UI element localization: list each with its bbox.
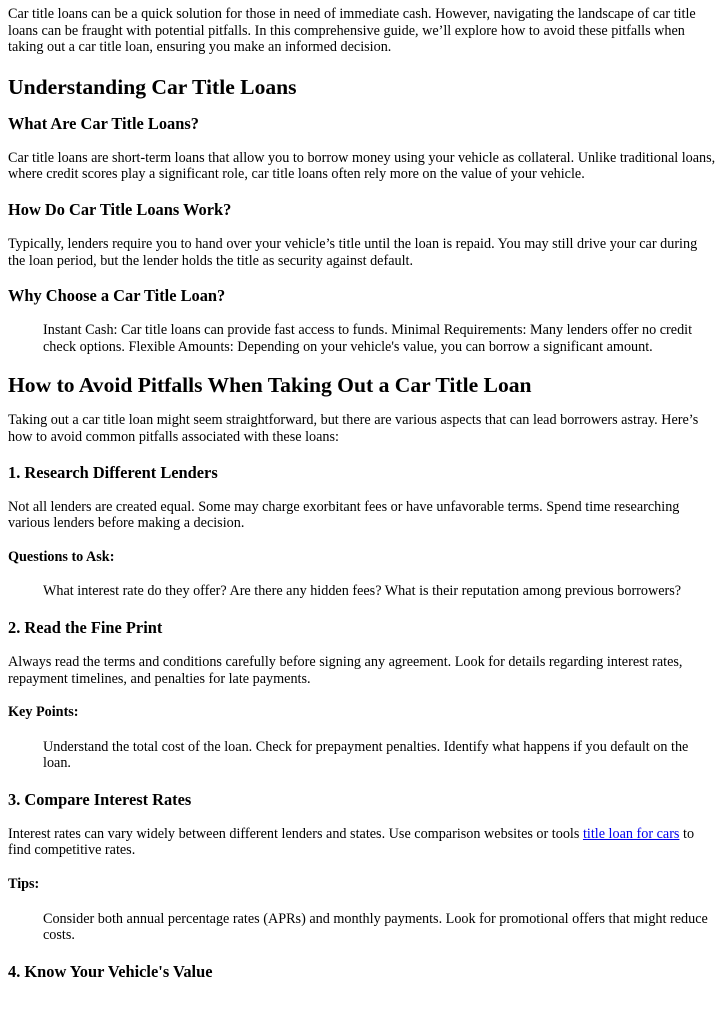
heading-fine-print: 2. Read the Fine Print — [8, 617, 163, 637]
heading-understanding: Understanding Car Title Loans — [8, 74, 297, 99]
tips-quote: Consider both annual percentage rates (APRs) and monthly payments. Look for promotional offers that might reduce costs. — [43, 910, 708, 944]
heading-what-are: What Are Car Title Loans? — [8, 113, 199, 133]
what-are-paragraph: Car title loans are short-term loans that allow you to borrow money using your vehicle as collateral. Unlike traditional loans, where credit scores play a significant role, car title loans often rely more on the value of your vehicle. — [8, 149, 716, 183]
questions-quote: What interest rate do they offer? Are there any hidden fees? What is their reputation among previous borrowers? — [43, 583, 682, 600]
heading-vehicle-value: 4. Know Your Vehicle's Value — [8, 961, 213, 981]
compare-text-before: Interest rates can vary widely between different lenders and states. Use comparison websites or tools — [8, 825, 583, 842]
heading-compare-rates: 3. Compare Interest Rates — [8, 789, 192, 809]
how-work-paragraph: Typically, lenders require you to hand over your vehicle’s title until the loan is repaid. You may still drive your car during the loan period, but the lender holds the title as security against default. — [8, 235, 698, 269]
heading-research-lenders: 1. Research Different Lenders — [8, 462, 218, 482]
title-loan-link[interactable]: title loan for cars — [582, 825, 680, 842]
research-lenders-paragraph: Not all lenders are created equal. Some may charge exorbitant fees or have unfavorable terms. Spend time researching various lenders before making a decision. — [8, 498, 680, 532]
fine-print-paragraph: Always read the terms and conditions carefully before signing any agreement. Look for details regarding interest rates, repayment timelines, and penalties for late payments. — [8, 653, 683, 687]
compare-rates-paragraph — [8, 826, 716, 859]
compare-text-after: to find competitive rates. — [8, 825, 695, 859]
key-points-quote: Understand the total cost of the loan. Check for prepayment penalties. Identify what happens if you default on the loan. — [43, 738, 689, 772]
heading-why-choose: Why Choose a Car Title Loan? — [8, 286, 226, 306]
heading-questions: Questions to Ask: — [8, 548, 115, 565]
heading-avoid-pitfalls: How to Avoid Pitfalls When Taking Out a Car Title Loan — [8, 373, 532, 398]
intro-paragraph: Car title loans can be a quick solution for those in need of immediate cash. However, navigating the landscape of car title loans can be fraught with potential pitfalls. In this comprehensive guide, we’ll explore how to avoid these pitfalls when taking out a car title loan, ensuring you make an informed decision. — [8, 6, 696, 56]
avoid-pitfalls-paragraph: Taking out a car title loan might seem straightforward, but there are various aspects that can lead borrowers astray. Here’s how to avoid common pitfalls associated with these loans: — [8, 412, 699, 445]
heading-how-work: How Do Car Title Loans Work? — [8, 199, 232, 219]
heading-tips: Tips: — [8, 876, 40, 893]
why-choose-quote: Instant Cash: Car title loans can provide fast access to funds. Minimal Requirements: Many lenders offer no credit check options. Flexible Amounts: Depending on your vehicle's value, you can borrow a significant amount. — [43, 322, 693, 355]
heading-key-points: Key Points: — [8, 704, 79, 721]
